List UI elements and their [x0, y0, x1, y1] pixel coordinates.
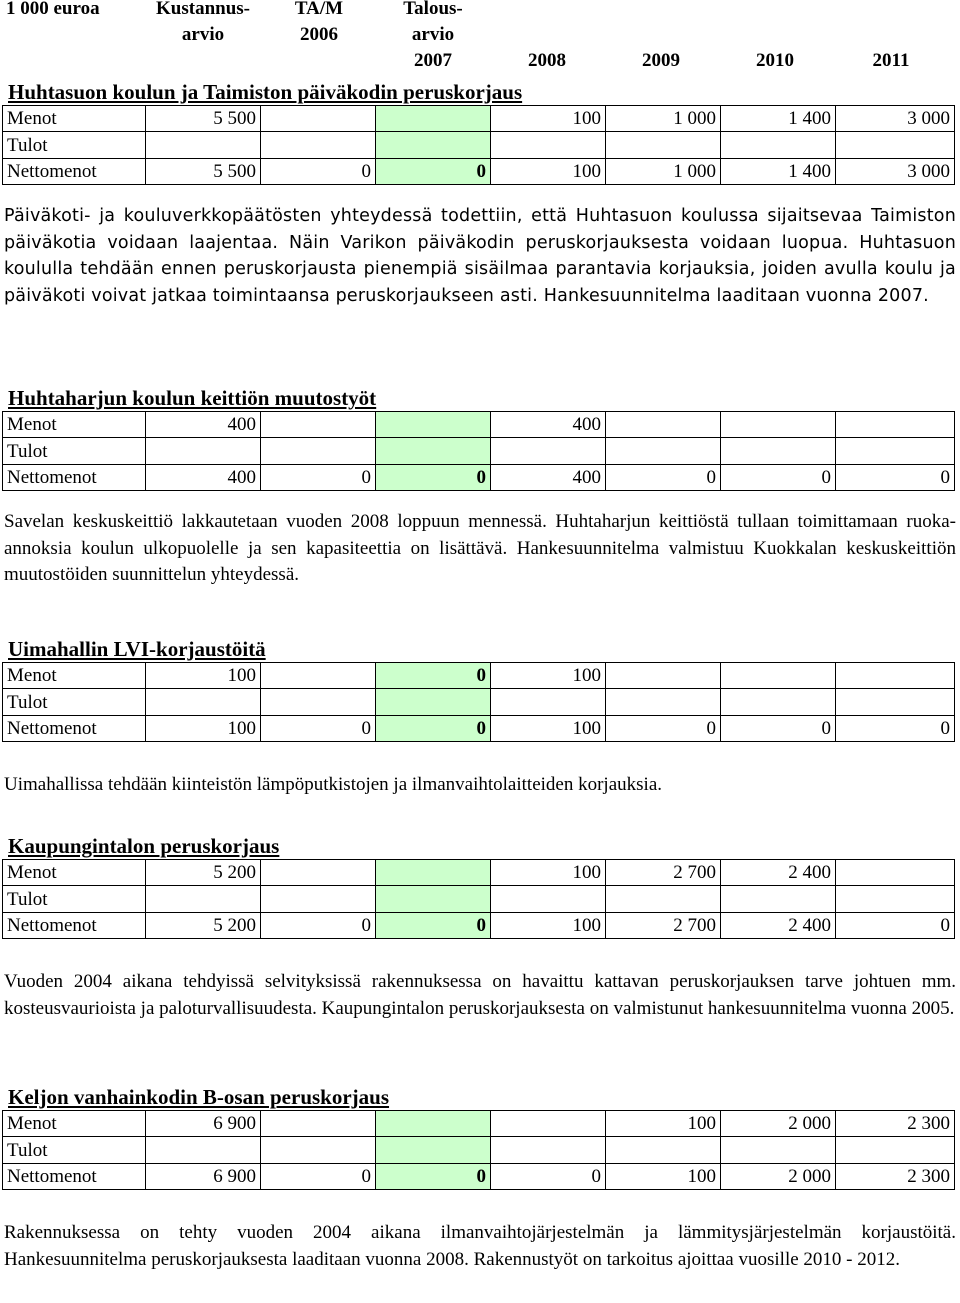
row-label: Tulot [3, 438, 146, 464]
cell-kustannusarvio: 100 [146, 715, 261, 741]
project-description: Uimahallissa tehdään kiinteistön lämpöputkistojen ja ilmanvaihtolaitteiden korjauksia. [4, 774, 662, 795]
row-label: Nettomenot [3, 715, 146, 741]
row-label: Tulot [3, 132, 146, 158]
row-label: Menot [3, 412, 146, 438]
cell-2011: 0 [836, 464, 955, 490]
project-title: Keljon vanhainkodin B-osan peruskorjaus [8, 1085, 390, 1109]
cell-2009 [606, 689, 721, 715]
cell-2007: 0 [376, 158, 491, 184]
header-year-2009: 2009 [642, 50, 680, 71]
cell-2008: 100 [491, 663, 606, 689]
header-kust-line1: Kustannus- [156, 0, 250, 19]
cell-2007 [376, 132, 491, 158]
cell-2011 [836, 860, 955, 886]
cell-2008 [491, 689, 606, 715]
row-label: Nettomenot [3, 464, 146, 490]
table-row-menot [3, 412, 955, 438]
project-description: Vuoden 2004 aikana tehdyissä selvityksissä rakennuksessa on havaittu kattavan peruskorjauksen tarve johtuen mm. kosteusvaurioista ja paloturvallisuudesta. Kaupungintalon peruskorjauksesta on valmistunut hankesuunnitelma vuonna 2005. [4, 971, 956, 1019]
cell-kustannusarvio [146, 1137, 261, 1163]
cell-ta-m-2006 [261, 663, 376, 689]
cell-2010 [721, 663, 836, 689]
cell-2010: 2 400 [721, 860, 836, 886]
cell-2008: 0 [491, 1163, 606, 1189]
cell-2011: 3 000 [836, 158, 955, 184]
cell-2008: 100 [491, 106, 606, 132]
cell-2010: 0 [721, 464, 836, 490]
cell-2008 [491, 886, 606, 912]
cell-2010 [721, 886, 836, 912]
cell-ta-m-2006 [261, 412, 376, 438]
cell-ta-m-2006 [261, 689, 376, 715]
cell-kustannusarvio: 400 [146, 464, 261, 490]
cell-2008 [491, 1137, 606, 1163]
cell-2010: 1 400 [721, 106, 836, 132]
cell-2009 [606, 1137, 721, 1163]
cell-2010 [721, 689, 836, 715]
cell-2008: 100 [491, 715, 606, 741]
cell-2007 [376, 689, 491, 715]
cell-2008 [491, 1111, 606, 1137]
cell-2010: 2 000 [721, 1163, 836, 1189]
cell-ta-m-2006 [261, 860, 376, 886]
cell-2011: 3 000 [836, 106, 955, 132]
project-title: Uimahallin LVI-korjaustöitä [8, 637, 266, 661]
cell-2011 [836, 132, 955, 158]
cell-2011 [836, 663, 955, 689]
project-title: Huhtasuon koulun ja Taimiston päiväkodin peruskorjaus [8, 80, 523, 104]
table-row-tulot [3, 438, 955, 464]
table-row-tulot [3, 132, 955, 158]
cell-kustannusarvio [146, 132, 261, 158]
table-row-nettomenot [3, 1163, 955, 1189]
cell-ta-m-2006 [261, 886, 376, 912]
cell-2007 [376, 860, 491, 886]
cell-2010 [721, 412, 836, 438]
cell-kustannusarvio [146, 886, 261, 912]
column-header [0, 0, 960, 80]
cell-kustannusarvio: 100 [146, 663, 261, 689]
cell-2007: 0 [376, 1163, 491, 1189]
cell-2010 [721, 132, 836, 158]
cell-2009: 100 [606, 1111, 721, 1137]
table-row-nettomenot [3, 464, 955, 490]
budget-table [2, 411, 955, 491]
cell-2008: 100 [491, 912, 606, 938]
cell-2007: 0 [376, 663, 491, 689]
cell-ta-m-2006 [261, 1111, 376, 1137]
budget-table [2, 1110, 955, 1190]
table-row-nettomenot [3, 158, 955, 184]
cell-ta-m-2006 [261, 106, 376, 132]
budget-table [2, 662, 955, 742]
header-kustannusarvio [146, 0, 260, 48]
cell-2008: 400 [491, 464, 606, 490]
cell-2011 [836, 1137, 955, 1163]
table-row-menot [3, 663, 955, 689]
table-row-nettomenot [3, 912, 955, 938]
row-label: Nettomenot [3, 1163, 146, 1189]
header-year-2007: 2007 [414, 50, 452, 71]
cell-2011: 2 300 [836, 1163, 955, 1189]
cell-2007 [376, 1137, 491, 1163]
table-row-menot [3, 1111, 955, 1137]
cell-2008: 400 [491, 412, 606, 438]
cell-kustannusarvio: 400 [146, 412, 261, 438]
cell-2009 [606, 438, 721, 464]
row-label: Tulot [3, 1137, 146, 1163]
header-kust-line2: arvio [181, 24, 225, 45]
cell-kustannusarvio: 5 200 [146, 860, 261, 886]
cell-kustannusarvio: 5 500 [146, 158, 261, 184]
table-row-menot [3, 106, 955, 132]
cell-2007 [376, 1111, 491, 1137]
row-label: Menot [3, 1111, 146, 1137]
header-talous-line2: arvio [411, 24, 455, 45]
cell-kustannusarvio: 6 900 [146, 1163, 261, 1189]
project-description: Rakennuksessa on tehty vuoden 2004 aikana ilmanvaihtojärjestelmän ja lämmitysjärjestelmän korjaustöitä. Hankesuunnitelma peruskorjauksesta laaditaan vuonna 2008. Rakennustyöt on tarkoitus ajoittaa vuosille 2010 - 2012. [4, 1222, 956, 1270]
table-row-menot [3, 860, 955, 886]
header-year-2010: 2010 [756, 50, 794, 71]
cell-kustannusarvio: 5 200 [146, 912, 261, 938]
cell-ta-m-2006: 0 [261, 912, 376, 938]
header-year-2008: 2008 [528, 50, 566, 71]
row-label: Menot [3, 663, 146, 689]
cell-2009: 100 [606, 1163, 721, 1189]
table-row-tulot [3, 1137, 955, 1163]
row-label: Nettomenot [3, 912, 146, 938]
cell-2008 [491, 132, 606, 158]
cell-2009: 1 000 [606, 158, 721, 184]
cell-2009: 1 000 [606, 106, 721, 132]
unit-label: 1 000 euroa [6, 0, 100, 19]
cell-2011: 0 [836, 912, 955, 938]
cell-2011 [836, 886, 955, 912]
project-description: Savelan keskuskeittiö lakkautetaan vuoden 2008 loppuun mennessä. Huhtaharjun keittiöstä tullaan toimittamaan ruoka-annoksia koulun ulkopuolelle ja sen kapasiteettia on lisättävä. Hankesuunnitelma valmistuu Kuokkalan keskuskeittiön muutostöiden suunnittelun yhteydessä. [4, 511, 956, 585]
cell-ta-m-2006: 0 [261, 464, 376, 490]
cell-ta-m-2006 [261, 1137, 376, 1163]
cell-kustannusarvio [146, 689, 261, 715]
cell-2007 [376, 106, 491, 132]
table-row-tulot [3, 689, 955, 715]
cell-ta-m-2006: 0 [261, 1163, 376, 1189]
cell-2009: 2 700 [606, 912, 721, 938]
cell-2008: 100 [491, 860, 606, 886]
cell-2007 [376, 886, 491, 912]
cell-2010 [721, 438, 836, 464]
row-label: Tulot [3, 689, 146, 715]
cell-2009 [606, 132, 721, 158]
row-label: Nettomenot [3, 158, 146, 184]
cell-2007 [376, 412, 491, 438]
cell-ta-m-2006: 0 [261, 158, 376, 184]
row-label: Menot [3, 106, 146, 132]
cell-2011: 0 [836, 715, 955, 741]
header-year-2011: 2011 [872, 50, 910, 71]
cell-2011 [836, 689, 955, 715]
project-title: Huhtaharjun koulun keittiön muutostyöt [8, 386, 377, 410]
table-row-tulot [3, 886, 955, 912]
cell-2011 [836, 412, 955, 438]
header-talous-line1: Talous- [403, 0, 463, 19]
cell-kustannusarvio [146, 438, 261, 464]
cell-2010: 0 [721, 715, 836, 741]
cell-2007 [376, 438, 491, 464]
cell-2009: 0 [606, 715, 721, 741]
cell-2010 [721, 1137, 836, 1163]
table-row-nettomenot [3, 715, 955, 741]
cell-2008: 100 [491, 158, 606, 184]
cell-2009 [606, 663, 721, 689]
cell-kustannusarvio: 6 900 [146, 1111, 261, 1137]
cell-2010: 2 000 [721, 1111, 836, 1137]
header-ta-m [260, 0, 378, 48]
cell-kustannusarvio: 5 500 [146, 106, 261, 132]
cell-2009: 0 [606, 464, 721, 490]
project-description: Päiväkoti- ja kouluverkkopäätösten yhteydessä todettiin, että Huhtasuon koulussa sijaitsevaa Taimiston päiväkotia voidaan laajentaa. Näin Varikon päiväkodin peruskorjauksesta voidaan luopua. Huhtasuon koululla tehdään ennen peruskorjausta pienempiä sisäilmaa parantavia korjauksia, joiden avulla koulu ja päiväkoti voivat jatkaa toimintaansa peruskorjaukseen asti. Hankesuunnitelma laaditaan vuonna 2007. [4, 206, 956, 306]
cell-2007: 0 [376, 912, 491, 938]
budget-table [2, 859, 955, 939]
cell-2011 [836, 438, 955, 464]
cell-ta-m-2006: 0 [261, 715, 376, 741]
cell-2009 [606, 412, 721, 438]
row-label: Tulot [3, 886, 146, 912]
header-talousarvio [376, 0, 490, 48]
header-tam-line1: TA/M [294, 0, 344, 19]
project-title: Kaupungintalon peruskorjaus [8, 834, 280, 858]
cell-2010: 2 400 [721, 912, 836, 938]
cell-2011: 2 300 [836, 1111, 955, 1137]
cell-ta-m-2006 [261, 132, 376, 158]
cell-2009: 2 700 [606, 860, 721, 886]
cell-ta-m-2006 [261, 438, 376, 464]
cell-2009 [606, 886, 721, 912]
budget-table [2, 105, 955, 185]
cell-2008 [491, 438, 606, 464]
header-tam-line2: 2006 [300, 24, 338, 45]
row-label: Menot [3, 860, 146, 886]
cell-2007: 0 [376, 464, 491, 490]
cell-2007: 0 [376, 715, 491, 741]
cell-2010: 1 400 [721, 158, 836, 184]
